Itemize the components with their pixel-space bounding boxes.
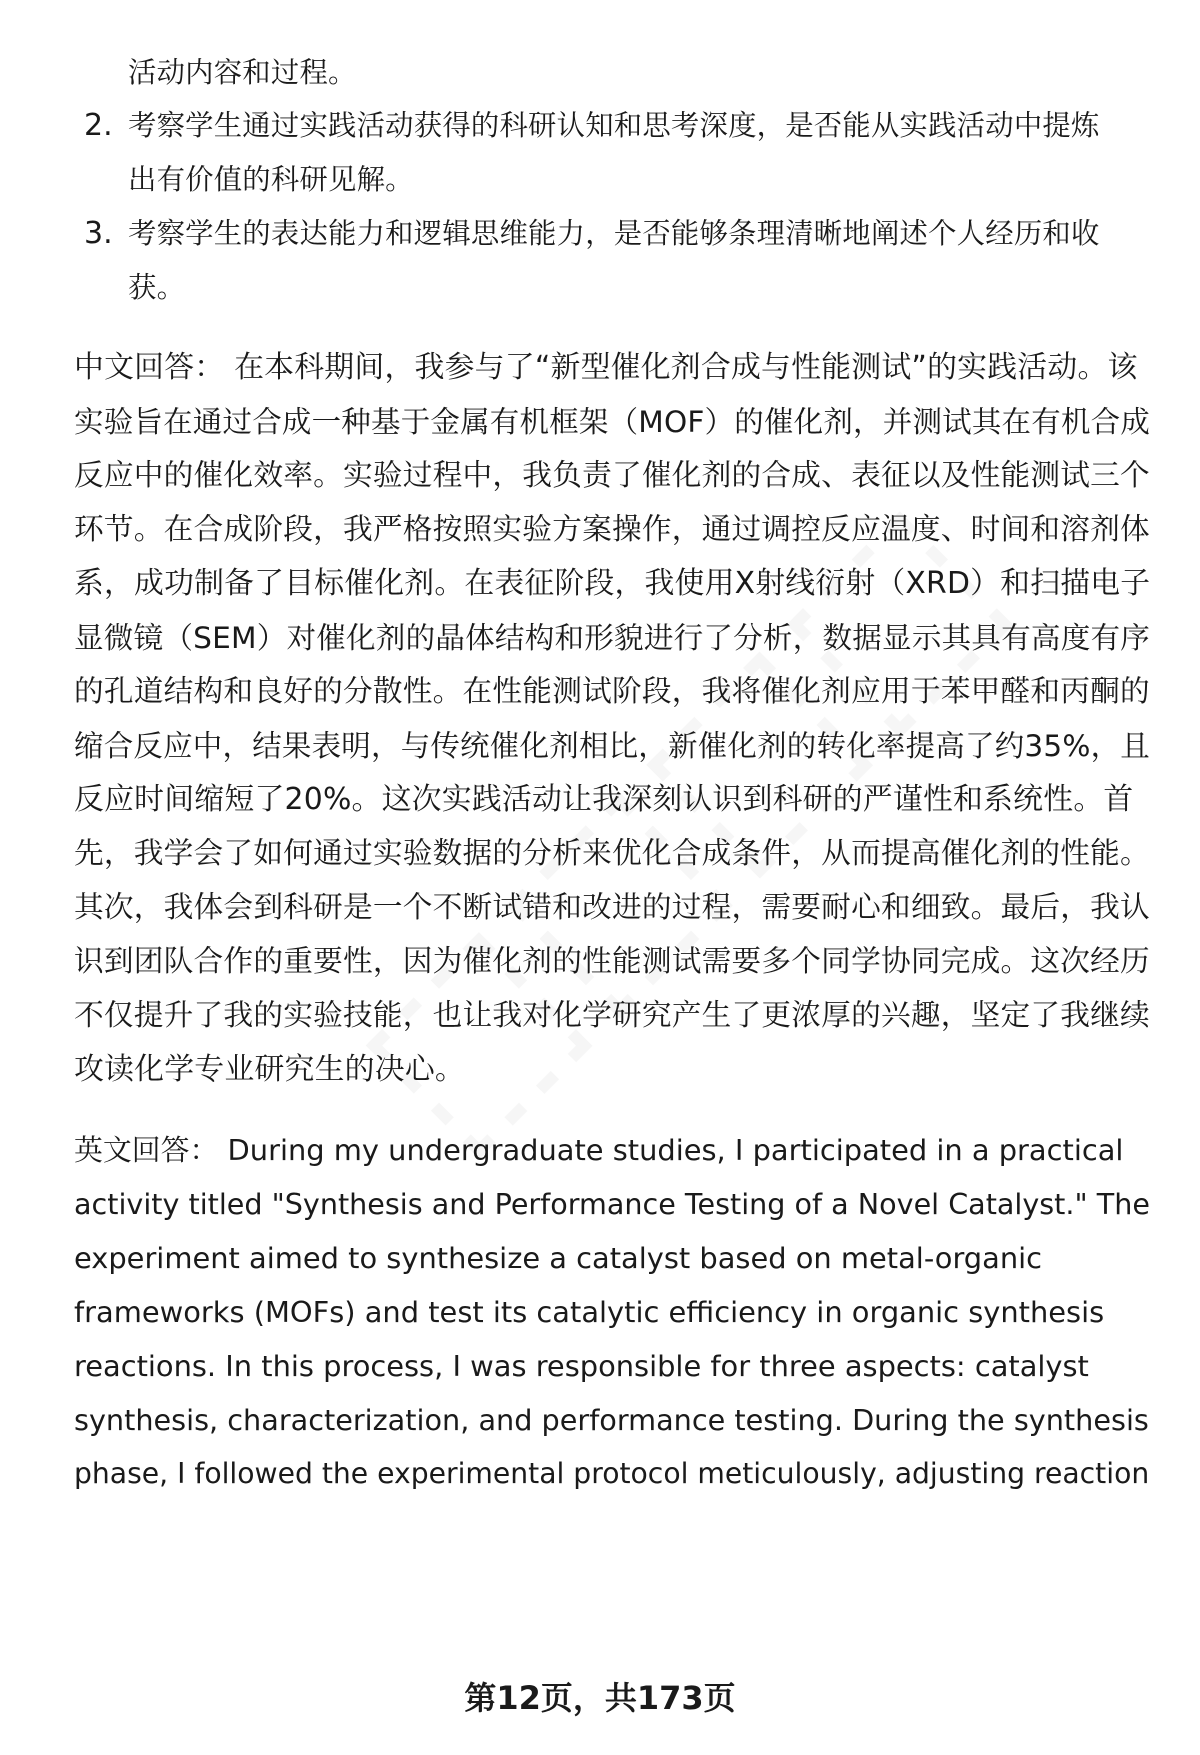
paragraph-line: 的孔道结构和良好的分散性。在性能测试阶段，我将催化剂应用于苯甲醛和丙酮的 <box>74 674 1150 709</box>
list-item-2-number: 2. <box>84 108 113 143</box>
paragraph-line: synthesis, characterization, and performance testing. During the synthesis <box>74 1403 1149 1437</box>
paragraph-line: 识到团队合作的重要性，因为催化剂的性能测试需要多个同学协同完成。这次经历 <box>74 944 1150 979</box>
paragraph-line: frameworks (MOFs) and test its catalytic efficiency in organic synthesis <box>74 1295 1105 1329</box>
list-item-2-line: 出有价值的科研见解。 <box>128 163 414 196</box>
paragraph-line: 系，成功制备了目标催化剂。在表征阶段，我使用X射线衍射（XRD）和扫描电子 <box>74 566 1151 601</box>
paragraph-line: 反应中的催化效率。实验过程中，我负责了催化剂的合成、表征以及性能测试三个 <box>74 458 1150 493</box>
paragraph-line: 英文回答： During my undergraduate studies, I participated in a practical <box>74 1133 1124 1167</box>
list-item-1-continuation: 活动内容和过程。 <box>128 56 357 89</box>
list-item-3-line: 考察学生的表达能力和逻辑思维能力，是否能够条理清晰地阐述个人经历和收 <box>128 217 1100 250</box>
paragraph-line: 环节。在合成阶段，我严格按照实验方案操作，通过调控反应温度、时间和溶剂体 <box>74 512 1150 547</box>
paragraph-line: phase, I followed the experimental protocol meticulously, adjusting reaction <box>74 1457 1150 1490</box>
page-number-footer: 第12页，共173页 <box>464 1679 736 1717</box>
paragraph-line: 不仅提升了我的实验技能，也让我对化学研究产生了更浓厚的兴趣，坚定了我继续 <box>74 998 1150 1033</box>
paragraph-line: 攻读化学专业研究生的决心。 <box>74 1052 465 1087</box>
paragraph-line: 先，我学会了如何通过实验数据的分析来优化合成条件，从而提高催化剂的性能。 <box>74 836 1150 871</box>
list-item-3-line: 获。 <box>128 271 186 304</box>
paragraph-line: 反应时间缩短了20%。这次实践活动让我深刻认识到科研的严谨性和系统性。首 <box>74 782 1134 817</box>
paragraph-line: 实验旨在通过合成一种基于金属有机框架（MOF）的催化剂，并测试其在有机合成 <box>74 405 1151 439</box>
paragraph-line: experiment aimed to synthesize a catalyst based on metal-organic <box>74 1241 1043 1275</box>
paragraph-line: activity titled "Synthesis and Performance Testing of a Novel Catalyst." The <box>74 1187 1150 1221</box>
list-item-3-number: 3. <box>84 216 113 251</box>
paragraph-line: 其次，我体会到科研是一个不断试错和改进的过程，需要耐心和细致。最后，我认 <box>74 890 1150 925</box>
paragraph-line: reactions. In this process, I was responsible for three aspects: catalyst <box>74 1349 1089 1383</box>
list-item-2-line: 考察学生通过实践活动获得的科研认知和思考深度，是否能从实践活动中提炼 <box>128 109 1100 142</box>
paragraph-line: 中文回答： 在本科期间，我参与了“新型催化剂合成与性能测试”的实践活动。该 <box>74 350 1138 385</box>
paragraph-line: 缩合反应中，结果表明，与传统催化剂相比，新催化剂的转化率提高了约35%，且 <box>74 729 1150 763</box>
paragraph-line: 显微镜（SEM）对催化剂的晶体结构和形貌进行了分析，数据显示其具有高度有序 <box>74 621 1151 655</box>
